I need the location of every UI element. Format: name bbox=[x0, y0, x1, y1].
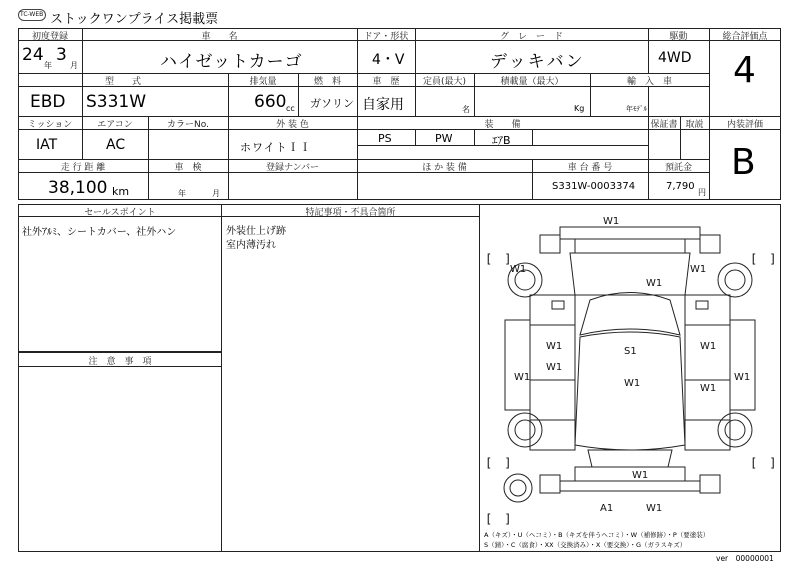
model-value: S331W bbox=[86, 92, 147, 112]
remark-line-1: 外装仕上げ跡 bbox=[226, 226, 286, 237]
label-fuel: 燃 料 bbox=[313, 77, 341, 87]
label-chassis-no: 車 台 番 号 bbox=[567, 163, 613, 173]
mark-a1-rear: A1 bbox=[600, 503, 614, 514]
label-mission: ミッション bbox=[27, 120, 73, 130]
label-exterior-color: 外 装 色 bbox=[276, 120, 309, 130]
reg-month-unit: 月 bbox=[70, 61, 78, 70]
label-history: 車 歴 bbox=[372, 77, 400, 87]
fuel-value: ガソリン bbox=[310, 97, 354, 110]
label-sales-points: セールスポイント bbox=[84, 208, 156, 218]
label-inspection: 車 検 bbox=[174, 163, 202, 173]
mark-w1-hood: W1 bbox=[646, 278, 663, 289]
mark-w1-front-left: W1 bbox=[510, 264, 527, 275]
capacity-unit: 名 bbox=[462, 105, 470, 114]
label-warranty: 保証書 bbox=[650, 120, 678, 130]
label-drive: 駆動 bbox=[669, 32, 688, 42]
page-title: ストックワンプライス掲載票 bbox=[50, 12, 219, 27]
grade-value: デッキバン bbox=[490, 52, 585, 72]
total-score-value: 4 bbox=[733, 50, 756, 91]
mark-w1-front-right: W1 bbox=[690, 264, 707, 275]
label-first-reg: 初度登録 bbox=[31, 32, 68, 42]
car-diagram bbox=[480, 205, 780, 525]
mark-w1-rear-bumper: W1 bbox=[632, 470, 649, 481]
price-unit: 円 bbox=[698, 188, 706, 197]
label-model: 型 式 bbox=[104, 77, 141, 87]
label-grade: グ レ ー ド bbox=[499, 32, 563, 42]
history-value: 自家用 bbox=[362, 97, 404, 113]
door-value: 4・V bbox=[372, 52, 405, 68]
equip-ps: PS bbox=[378, 132, 392, 145]
price-value: 7,790 bbox=[666, 181, 695, 192]
mark-w1-left-slide: W1 bbox=[546, 362, 563, 373]
bracket-spare: [ ] bbox=[485, 512, 512, 526]
mark-w1-right-door: W1 bbox=[700, 341, 717, 352]
load-unit: Kg bbox=[574, 104, 585, 113]
reg-month: 3 bbox=[56, 45, 67, 65]
inspection-month-unit: 月 bbox=[212, 189, 220, 198]
reg-year: 24 bbox=[22, 45, 44, 65]
chassis-no-value: S331W-0003374 bbox=[552, 181, 636, 192]
model-prefix: EBD bbox=[30, 92, 66, 112]
label-color-no: カラーNo. bbox=[167, 120, 209, 130]
bracket-rear-left: [ ] bbox=[485, 456, 512, 470]
import-note: 年ﾓﾃﾞﾙ bbox=[626, 105, 647, 113]
label-aircon: エアコン bbox=[97, 120, 133, 130]
label-mileage: 走 行 距 離 bbox=[60, 163, 106, 173]
displacement-value: 660 bbox=[254, 92, 287, 112]
label-displacement: 排気量 bbox=[249, 77, 277, 87]
label-door-shape: ドア・形状 bbox=[363, 32, 409, 42]
remark-line-2: 室内薄汚れ bbox=[226, 240, 276, 251]
mileage-value: 38,100 bbox=[48, 178, 108, 198]
mark-w1-left-door: W1 bbox=[546, 341, 563, 352]
remarks-box bbox=[221, 204, 480, 552]
label-total-score: 総合評価点 bbox=[722, 32, 768, 42]
drive-value: 4WD bbox=[658, 50, 692, 66]
bracket-rear-right: [ ] bbox=[750, 456, 777, 470]
mileage-unit: km bbox=[112, 185, 130, 198]
logo bbox=[18, 9, 46, 21]
label-price: 預託金 bbox=[664, 163, 692, 173]
label-interior-score: 内装評価 bbox=[726, 120, 763, 130]
version-label: ver 00000001 bbox=[716, 554, 774, 563]
mark-s1-roof: S1 bbox=[624, 346, 637, 357]
inspection-year-unit: 年 bbox=[178, 189, 186, 198]
label-caution: 注 意 事 項 bbox=[88, 357, 152, 367]
label-other-equipment: ほ か 装 備 bbox=[422, 163, 467, 173]
exterior-color-value: ホワイトＩＩ bbox=[240, 141, 312, 154]
label-load: 積載量（最大） bbox=[500, 77, 564, 87]
label-equipment: 装 備 bbox=[484, 120, 521, 130]
label-reg-plate: 登録ナンバー bbox=[266, 163, 319, 173]
label-import: 輸 入 車 bbox=[626, 77, 672, 87]
label-remarks: 特記事項・不具合箇所 bbox=[305, 208, 396, 218]
displacement-unit: cc bbox=[286, 104, 295, 113]
label-car-name: 車 名 bbox=[201, 32, 238, 42]
legend-line-2: S（錆）・C（腐食）・XX（交換済み）・X（要交換）・G（ガラスキズ） bbox=[484, 541, 687, 549]
label-manual: 取説 bbox=[685, 120, 704, 130]
aircon-value: AC bbox=[106, 137, 126, 153]
reg-year-unit: 年 bbox=[44, 61, 52, 70]
sales-points-text: 社外ｱﾙﾐ、シートカバー、社外ハン bbox=[22, 227, 177, 238]
label-capacity: 定員(最大) bbox=[422, 77, 467, 87]
equip-pw: PW bbox=[435, 132, 453, 145]
legend-line-1: A（キズ）・U（ヘコミ）・B（キズを伴うヘコミ）・W（補修跡）・P（要塗装） bbox=[484, 531, 710, 539]
interior-score-value: B bbox=[731, 142, 756, 183]
mark-w1-front-bumper: W1 bbox=[603, 216, 620, 227]
caution-box bbox=[18, 352, 222, 552]
mark-w1-right-sill: W1 bbox=[734, 372, 751, 383]
mark-w1-roof-rear: W1 bbox=[624, 378, 641, 389]
vehicle-table bbox=[18, 28, 710, 200]
mission-value: IAT bbox=[36, 137, 58, 153]
mark-w1-left-sill: W1 bbox=[514, 372, 531, 383]
bracket-front-left: [ ] bbox=[485, 252, 512, 266]
car-name-value: ハイゼットカーゴ bbox=[160, 52, 303, 72]
logo-text: TC-WEB bbox=[20, 11, 44, 18]
mark-w1-right-slide: W1 bbox=[700, 383, 717, 394]
bracket-front-right: [ ] bbox=[750, 252, 777, 266]
mark-w1-rear-lower: W1 bbox=[646, 503, 663, 514]
equip-ab: ｴｱB bbox=[492, 134, 511, 147]
